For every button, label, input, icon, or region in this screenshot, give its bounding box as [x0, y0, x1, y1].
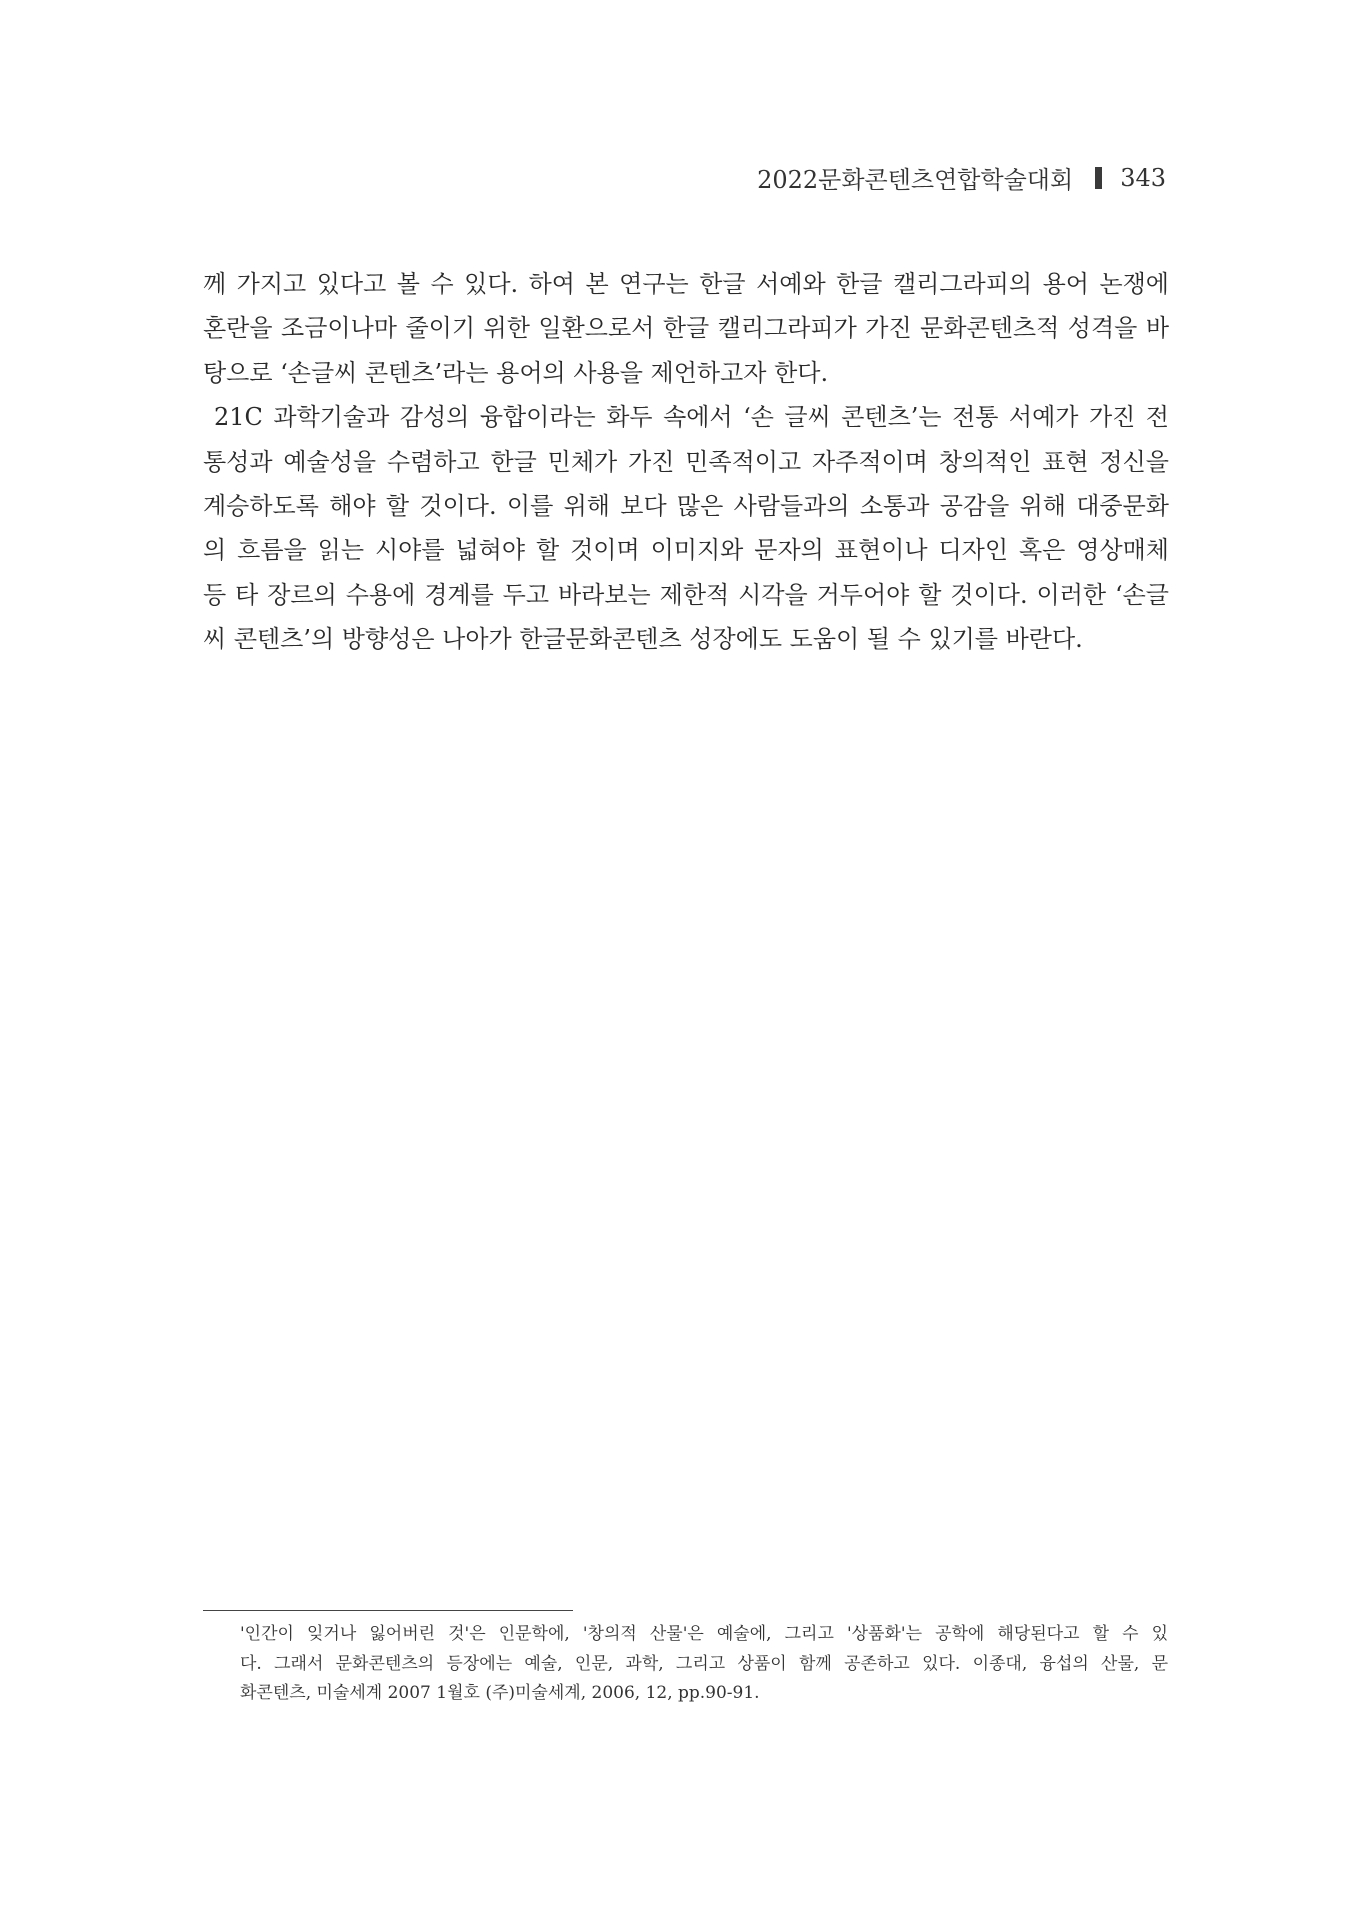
- running-header: [757, 160, 1166, 195]
- body-text: [203, 262, 1169, 662]
- footnote: [240, 1620, 1168, 1709]
- footnote-divider: [203, 1610, 573, 1611]
- footnote-line: '인간이 잊거나 잃어버린 것'은 인문학에, '창의적 산물'은 예술에, 그리고 '상품화'는 공학에 해당된다고 할 수 있: [240, 1624, 1168, 1644]
- body-line: 계승하도록 해야 할 것이다. 이를 위해 보다 많은 사람들과의 소통과 공감을 위해 대중문화: [203, 491, 1169, 520]
- body-line: 탕으로 ‘손글씨 콘텐츠’라는 용어의 사용을 제언하고자 한다.: [203, 358, 829, 387]
- footnote-line: 화콘텐츠, 미술세계 2007 1월호 (주)미술세계, 2006, 12, pp.90-91.: [240, 1683, 760, 1703]
- page-number: 343: [1120, 163, 1166, 192]
- body-line: 통성과 예술성을 수렴하고 한글 민체가 가진 민족적이고 자주적이며 창의적인 표현 정신을: [203, 447, 1169, 476]
- body-line: 의 흐름을 읽는 시야를 넓혀야 할 것이며 이미지와 문자의 표현이나 디자인 혹은 영상매체: [203, 536, 1169, 565]
- body-line: 21C 과학기술과 감성의 융합이라는 화두 속에서 ‘손 글씨 콘텐츠’는 전통 서예가 가진 전: [214, 403, 1169, 432]
- footnote-line: 다. 그래서 문화콘텐츠의 등장에는 예술, 인문, 과학, 그리고 상품이 함께 공존하고 있다. 이종대, 융섭의 산물, 문: [240, 1653, 1168, 1674]
- running-title: 2022문화콘텐츠연합학술대회: [757, 166, 1074, 194]
- body-line: 씨 콘텐츠’의 방향성은 나아가 한글문화콘텐츠 성장에도 도움이 될 수 있기를 바란다.: [203, 625, 1083, 654]
- header-separator-bar: [1095, 167, 1102, 189]
- body-line: 께 가지고 있다고 볼 수 있다. 하여 본 연구는 한글 서예와 한글 캘리그라피의 용어 논쟁에: [203, 270, 1169, 298]
- body-line: 혼란을 조금이나마 줄이기 위한 일환으로서 한글 캘리그라피가 가진 문화콘텐츠적 성격을 바: [203, 314, 1169, 343]
- body-line: 등 타 장르의 수용에 경계를 두고 바라보는 제한적 시각을 거두어야 할 것이다. 이러한 ‘손글: [203, 580, 1169, 609]
